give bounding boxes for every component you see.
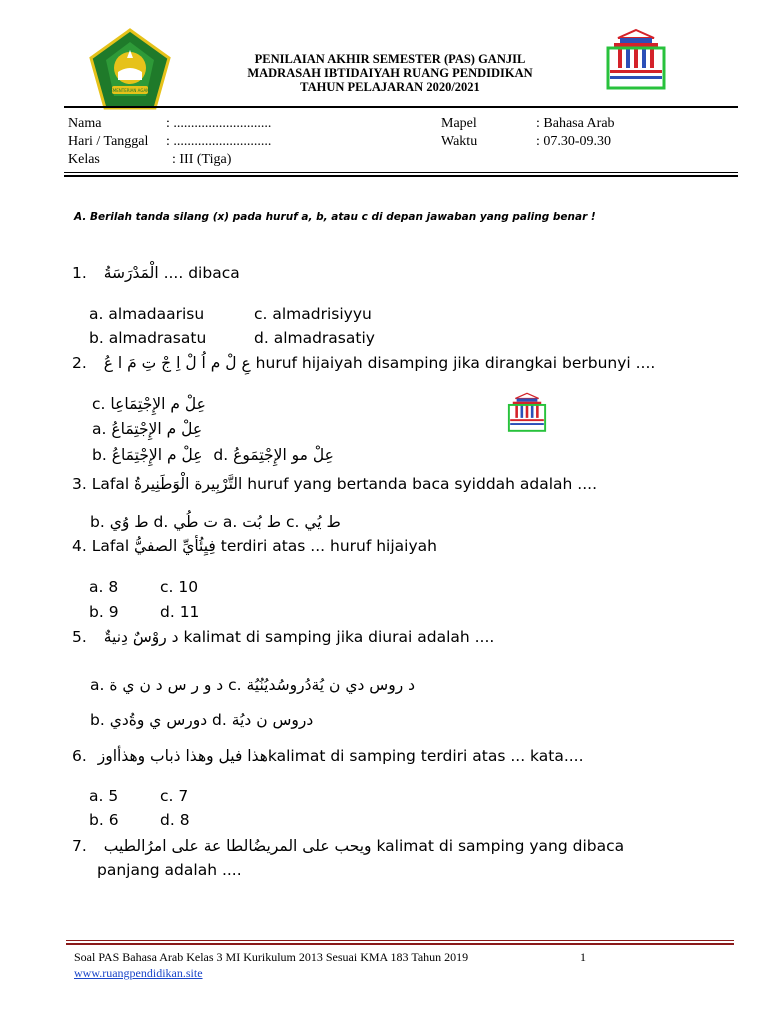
q4-text-pre: Lafal xyxy=(86,537,135,555)
kemenag-logo xyxy=(88,28,172,112)
kelas-value: : III (Tiga) xyxy=(172,152,232,167)
q5-text: kalimat di samping jika diurai adalah .... xyxy=(178,628,495,646)
nama-label: Nama xyxy=(68,116,102,131)
logo-caption: KEMENTERIAN AGAMA xyxy=(107,88,153,93)
q3-number: 3. xyxy=(72,475,87,493)
header-rule xyxy=(64,106,738,108)
question-1 xyxy=(72,264,240,282)
hari-value: : ............................ xyxy=(166,134,272,149)
q3-text: huruf yang bertanda baca syiddah adalah .... xyxy=(242,475,598,493)
q1-option-c: c. almadrisiyyu xyxy=(254,305,372,323)
q7-arabic: ويحب على المريضُالطا عة على امرُالطيب xyxy=(103,837,372,855)
q1-text: .... dibaca xyxy=(158,264,240,282)
q2-arabic: عِ لْ م اُ لْ اِ جْ تِ مَ ا عُ xyxy=(103,354,251,372)
q1-option-d: d. almadrasatiy xyxy=(254,329,375,347)
kelas-label: Kelas xyxy=(68,152,100,167)
q3-text-pre: Lafal xyxy=(86,475,135,493)
q6-option-a: a. 5 xyxy=(89,787,119,805)
q2-option-b: b. عِلْ م الإِجْتِمَاعُ xyxy=(92,446,203,464)
mapel-label: Mapel xyxy=(441,116,477,131)
identity-rule-bottom xyxy=(64,175,738,177)
page-number: 1 xyxy=(580,950,586,964)
question-7 xyxy=(72,837,624,855)
nama-value: : ............................ xyxy=(166,116,272,131)
q5-arabic: د روْسٌ دِنيةٌ xyxy=(103,628,179,646)
school-watermark-logo xyxy=(506,392,548,436)
q6-option-d: d. 8 xyxy=(160,811,190,829)
q5-options-bd: b. دورس ي وةُدي d. دروس ن ديُة xyxy=(90,711,314,729)
q7-text: kalimat di samping yang dibaca xyxy=(371,837,625,855)
header-line-2: MADRASAH IBTIDAIYAH RUANG PENDIDIKAN xyxy=(247,66,533,80)
q6-number: 6. xyxy=(72,747,87,765)
q1-option-b: b. almadrasatu xyxy=(89,329,207,347)
waktu-label: Waktu xyxy=(441,134,478,149)
instruction: A. Berilah tanda silang (x) pada huruf a, b, atau c di depan jawaban yang paling benar ! xyxy=(74,211,596,223)
q5-number: 5. xyxy=(72,628,87,646)
q2-option-a: a. عِلْ م الإِجْتِمَاعُ xyxy=(92,420,203,438)
q5-options-ac: a. د و ر س د ن ي ة c. د روس دي ن يُةدُروسُديُنُيُة xyxy=(90,676,416,694)
q2-text: huruf hijaiyah disamping jika dirangkai berbunyi .... xyxy=(250,354,656,372)
q3-arabic: التَّرْبِيرة الْوَطَنِيرةُ xyxy=(134,475,243,493)
q4-option-a: a. 8 xyxy=(89,578,119,596)
q4-arabic: فِيِئُأيِّ الصفيُّ xyxy=(134,537,216,555)
header-line-1: PENILAIAN AKHIR SEMESTER (PAS) GANJIL xyxy=(254,52,526,66)
waktu-value: : 07.30-09.30 xyxy=(536,134,612,149)
question-2 xyxy=(72,354,655,372)
q4-text: terdiri atas ... huruf hijaiyah xyxy=(215,537,437,555)
q6-text: kalimat di samping terdiri atas ... kata.... xyxy=(267,747,584,765)
q2-number: 2. xyxy=(72,354,87,372)
question-3 xyxy=(72,475,597,493)
q1-option-a: a. almadaarisu xyxy=(89,305,205,323)
hari-label: Hari / Tanggal xyxy=(68,134,149,149)
q4-option-b: b. 9 xyxy=(89,603,119,621)
q7-text-line-2: panjang adalah .... xyxy=(97,861,242,879)
footer-text: Soal PAS Bahasa Arab Kelas 3 MI Kurikulum 2013 Sesuai KMA 183 Tahun 2019 xyxy=(74,950,469,964)
footer-rule-top xyxy=(66,940,734,941)
footer-link[interactable]: www.ruangpendidikan.site xyxy=(74,966,203,980)
header-line-3: TAHUN PELAJARAN 2020/2021 xyxy=(300,80,480,94)
q3-options: b. ط وُي d. ت طُي a. ط بُت c. ط يُي xyxy=(90,513,341,531)
footer-rule-bottom xyxy=(66,943,734,945)
q4-option-d: d. 11 xyxy=(160,603,200,621)
q7-number: 7. xyxy=(72,837,87,855)
question-4 xyxy=(72,537,437,555)
q1-number: 1. xyxy=(72,264,87,282)
q4-number: 4. xyxy=(72,537,87,555)
school-logo xyxy=(604,28,668,96)
mapel-value: : Bahasa Arab xyxy=(536,116,615,131)
q2-option-d: d. عِلْ مو الإِجْتِمَوعُ xyxy=(213,446,334,464)
identity-rule-top xyxy=(64,172,738,173)
q6-option-b: b. 6 xyxy=(89,811,119,829)
q2-option-c: c. عِلْ م الإِجْتِمَاعِا xyxy=(92,395,206,413)
q1-arabic: الْمَدْرَسَةُ xyxy=(103,264,159,282)
question-5 xyxy=(72,628,494,646)
q4-option-c: c. 10 xyxy=(160,578,199,596)
q6-arabic: هذا فيل وهذا ذباب وهذأاوز xyxy=(97,747,268,765)
q2-option-bd xyxy=(92,446,334,464)
q6-option-c: c. 7 xyxy=(160,787,189,805)
question-6 xyxy=(72,747,584,765)
